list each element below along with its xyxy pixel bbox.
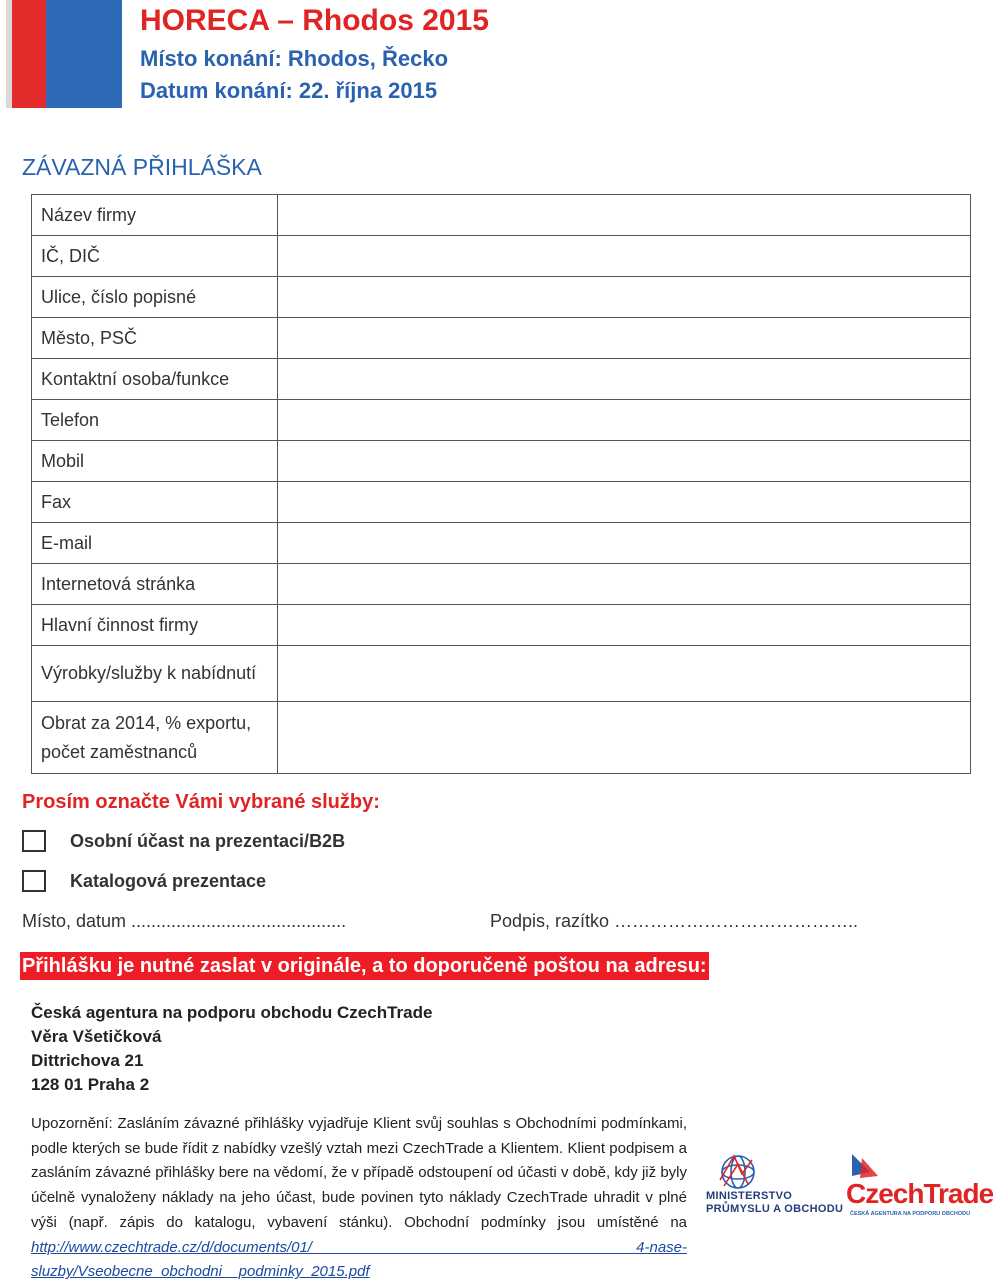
terms-warning <box>31 1112 687 1285</box>
services-heading: Prosím označte Vámi vybrané služby: <box>22 791 380 813</box>
event-date: Datum konání: 22. října 2015 <box>140 78 438 103</box>
address-line: Dittrichova 21 <box>31 1051 144 1070</box>
ministry-line: MINISTERSTVO <box>706 1190 793 1202</box>
signature-stamp-field[interactable]: Podpis, razítko ………………………………….. <box>490 911 859 931</box>
form-heading: ZÁVAZNÁ PŘIHLÁŠKA <box>22 154 262 180</box>
event-title: HORECA – Rhodos 2015 <box>140 4 489 37</box>
registration-table <box>31 194 971 774</box>
row-label: Město, PSČ <box>32 318 278 359</box>
row-value-field[interactable] <box>277 605 970 646</box>
row-value-field[interactable] <box>277 482 970 523</box>
terms-link[interactable]: http://www.czechtrade.cz/d/documents/01/ 4-nase-sluzby/Vseobecne_obchodni__podminky_2015.pdf <box>31 1238 687 1281</box>
service-option <box>22 830 345 852</box>
address-line: Věra Všetičková <box>31 1027 162 1046</box>
table-row <box>32 195 971 236</box>
row-label: Fax <box>32 482 278 523</box>
row-label: E-mail <box>32 523 278 564</box>
row-value-field[interactable] <box>277 400 970 441</box>
terms-warning-text: Upozornění: Zasláním závazné přihlášky vyjadřuje Klient svůj souhlas s Obchodními podmínkami, podle kterých se bude řídit z nabídky vzešlý vztah mezi CzechTrade a Klientem. Klient podpisem a zasláním závazné přihlášky bere na vědomí, že v případě odstoupení od účasti v době, kdy již byly účelně vynaloženy náklady na jeho účast, bude povinen tyto náklady CzechTrade uhradit v plné výši (např. zápis do katalogu, vybavení stánku). Obchodní podmínky jsou umístěné na <box>31 1115 687 1231</box>
table-row <box>32 318 971 359</box>
row-value-field[interactable] <box>277 318 970 359</box>
service-option-label: Osobní účast na prezentaci/B2B <box>70 830 346 851</box>
table-row <box>32 277 971 318</box>
row-label: Název firmy <box>32 195 278 236</box>
service-checkbox[interactable] <box>22 830 46 852</box>
mailing-notice: Přihlášku je nutné zaslat v originále, a to doporučeně poštou na adresu: <box>20 952 709 980</box>
table-row <box>32 564 971 605</box>
service-option <box>22 870 266 892</box>
address-line: Česká agentura na podporu obchodu CzechTrade <box>31 1003 433 1022</box>
row-value-field[interactable] <box>277 277 970 318</box>
service-option-label: Katalogová prezentace <box>70 870 267 891</box>
czechtrade-logo-tagline: ČESKÁ AGENTURA NA PODPORU OBCHODU <box>850 1211 971 1217</box>
row-value-field[interactable] <box>277 359 970 400</box>
row-label: Telefon <box>32 400 278 441</box>
row-value-field[interactable] <box>277 646 970 702</box>
ministry-logo-text <box>706 1190 843 1216</box>
row-label-line: Obrat za 2014, % exportu, <box>41 712 252 733</box>
row-value-field[interactable] <box>277 564 970 605</box>
table-row <box>32 702 971 774</box>
row-value-field[interactable] <box>277 441 970 482</box>
row-label: Hlavní činnost firmy <box>32 605 278 646</box>
row-label: Výrobky/služby k nabídnutí <box>32 646 278 702</box>
czechtrade-logo-name: CzechTrade <box>846 1178 993 1209</box>
table-row <box>32 605 971 646</box>
row-label: Kontaktní osoba/funkce <box>32 359 278 400</box>
row-value-field[interactable] <box>277 195 970 236</box>
service-checkbox[interactable] <box>22 870 46 892</box>
table-row <box>32 482 971 523</box>
ministry-line: PRŮMYSLU A OBCHODU <box>706 1203 844 1215</box>
row-value-field[interactable] <box>277 236 970 277</box>
table-row <box>32 400 971 441</box>
row-label-line: počet zaměstnanců <box>41 741 198 762</box>
mailing-address <box>31 1001 432 1097</box>
row-label <box>32 702 278 774</box>
table-row <box>32 359 971 400</box>
row-value-field[interactable] <box>277 523 970 564</box>
row-label: IČ, DIČ <box>32 236 278 277</box>
row-label: Internetová stránka <box>32 564 278 605</box>
table-row <box>32 236 971 277</box>
table-row <box>32 646 971 702</box>
header-flag <box>6 0 116 108</box>
table-row <box>32 441 971 482</box>
row-label: Ulice, číslo popisné <box>32 277 278 318</box>
row-label: Mobil <box>32 441 278 482</box>
table-row <box>32 523 971 564</box>
event-place: Místo konání: Rhodos, Řecko <box>140 46 449 71</box>
row-value-field[interactable] <box>277 702 970 774</box>
place-date-field[interactable]: Místo, datum ........................................... <box>22 911 347 931</box>
address-line: 128 01 Praha 2 <box>31 1075 150 1094</box>
